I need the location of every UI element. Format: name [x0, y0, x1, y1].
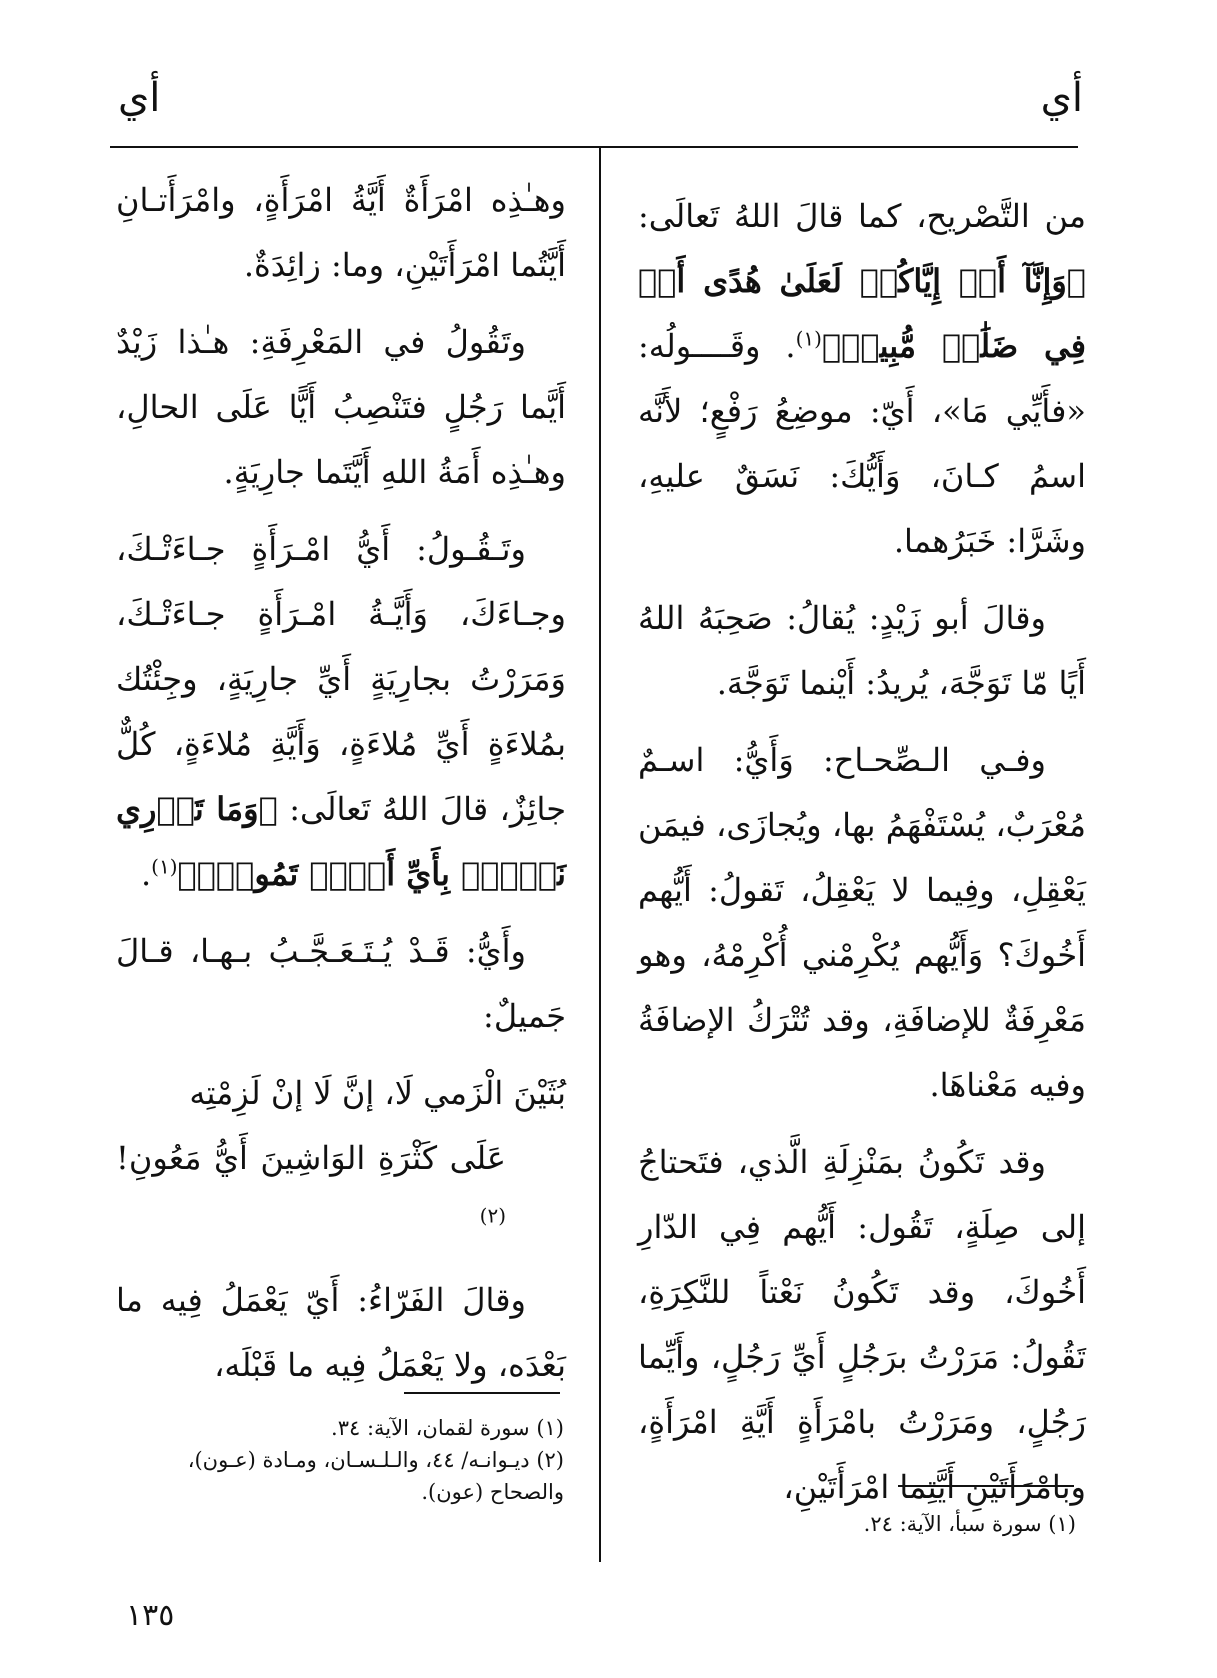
footnote: (١) سورة سبأ، الآية: ٢٤. [863, 1512, 1076, 1536]
left-column [116, 168, 566, 1410]
footnote-ref: (١) [795, 326, 822, 351]
page-number: ١٣٥ [126, 1598, 175, 1633]
paragraph: وقالَ الفَرّاءُ: أَيّ يَعْمَلُ فِيه ما بَعْدَه، ولا يَعْمَلُ فِيه ما قَبْلَه، [116, 1281, 566, 1384]
verse-text: عَلَى كَثْرَةِ الوَاشِينَ أَيُّ مَعُونِ! [116, 1139, 506, 1177]
footnote-ref: (١) [151, 854, 178, 879]
poetry-verse [116, 1061, 566, 1256]
header-rule [110, 146, 1078, 148]
paragraph: وأَيُّ: قَـدْ يُـتَـعَـجَّـبُ بـهـا، قـالَ جَميلٌ: [116, 932, 566, 1035]
footnote-rule-right [898, 1485, 1074, 1487]
right-column [638, 184, 1086, 1532]
quran-verse: ﴿وَإِنَّآ أَوۡ إِيَّاكُمۡ لَعَلَىٰ هُدًى أَوۡ فِي ضَلَٰلٖ مُّبِينٖ﴾ [638, 262, 1087, 365]
footnote-rule-left [404, 1392, 560, 1394]
footnotes-right [720, 1508, 1076, 1540]
paragraph-text: وتَـقُـولُ: أَيُّ امْـرَأَةٍ جـاءَتْـكَ، وجـاءَكَ، وَأَيَّـةُ امْـرَأَةٍ جـاءَتْـكَ، وَمَرَرْتُ بجارِيَةٍ أَيِّ جارِيَةٍ، وجِئْتُك بمُلاءَةٍ أَيِّ مُلاءَةٍ، وَأَيَّةِ مُلاءَةٍ، كُلٌّ جائِزٌ، قالَ اللهُ تَعالَى: [116, 530, 566, 828]
verse-hemistich-1: بُثَيْنَ الْزَمي لَا، إنَّ لَا إنْ لَزِمْتِه [189, 1074, 566, 1112]
footnote: (١) سورة لقمان، الآية: ٣٤. [331, 1416, 564, 1440]
footnote: (٢) ديـوانـه/ ٤٤، والـلـسـان، ومـادة (عـون)، والصحاح (عون). [187, 1448, 564, 1504]
paragraph [116, 517, 566, 907]
paragraph-text: . [140, 855, 152, 893]
verse-hemistich-2 [116, 1126, 566, 1256]
column-divider [599, 147, 601, 1562]
running-header-right: أي [1040, 75, 1083, 121]
quran-verse: ﴿وَمَا تَدۡرِي نَفۡسُۢ بِأَيِّ أَرۡضٖ تَمُوتُۚ﴾ [116, 790, 566, 893]
paragraph-text: من التَّصْريح، كما قالَ اللهُ تَعالَى: [638, 197, 1086, 235]
paragraph: وتَقُولُ في المَعْرِفَةِ: هـٰذا زَيْدٌ أَيَّما رَجُلٍ فتَنْصِبُ أَيًّا عَلَى الحالِ، وهـٰذِه أَمَةُ اللهِ أَيَّتَما جارِيَةٍ. [116, 323, 566, 491]
paragraph [638, 184, 1086, 574]
paragraph: وفـي الـصِّحـاح: وَأَيُّ: اسـمٌ مُعْرَبٌ، يُسْتَفْهَمُ بها، ويُجازَى، فيمَن يَعْقِلِ، وفِيما لا يَعْقِلُ، تَقولُ: أَيُّهم أَخُوكَ؟ وَأَيُّهم يُكْرِمْني أُكْرِمْهُ، وهو مَعْرِفَةٌ للإضافَةِ، وقد تُتْرَكُ الإضافَةُ وفيه مَعْناهَا. [638, 741, 1086, 1104]
footnotes-left [108, 1412, 564, 1508]
running-header-left: أي [118, 75, 161, 121]
paragraph-text: . وقَــــولُه: «فأَيِّي مَا»، أَيّ: موضِعُ رَفْعٍ؛ لأَنَّه اسمُ كـانَ، وَأَيُّكَ: نَسَقٌ عليهِ، وشَرَّا: خَبَرُهما. [638, 327, 1086, 560]
paragraph: وقد تَكُونُ بمَنْزِلَةِ الَّذي، فتَحتاجُ إلى صِلَةٍ، تَقُول: أَيُّهم فِي الدّارِ أَخُوكَ، وقد تَكُونُ نَعْتاً للنَّكِرَةِ، تَقُولُ: مَرَرْتُ برَجُلٍ أَيِّ رَجُلٍ، وأَيِّما رَجُلٍ، ومَرَرْتُ بامْرَأَةٍ أَيَّةِ امْرَأَةٍ، وبامْرَأَتَيْنِ أَيَّتِما امْرَأَتَيْنِ، [638, 1143, 1086, 1506]
footnote-ref: (٢) [479, 1203, 506, 1228]
paragraph: وقالَ أبو زَيْدٍ: يُقالُ: صَحِبَهُ اللهُ أَيًا مّا تَوَجَّهَ، يُريدُ: أَيْنما تَوَجَّهَ. [638, 599, 1086, 702]
paragraph: وهـٰذِه امْرَأَةٌ أَيَّةُ امْرَأَةٍ، وامْرَأَتـانِ أَيَّتُما امْرَأَتَيْنِ، وما: زائِدَةٌ. [116, 181, 566, 284]
